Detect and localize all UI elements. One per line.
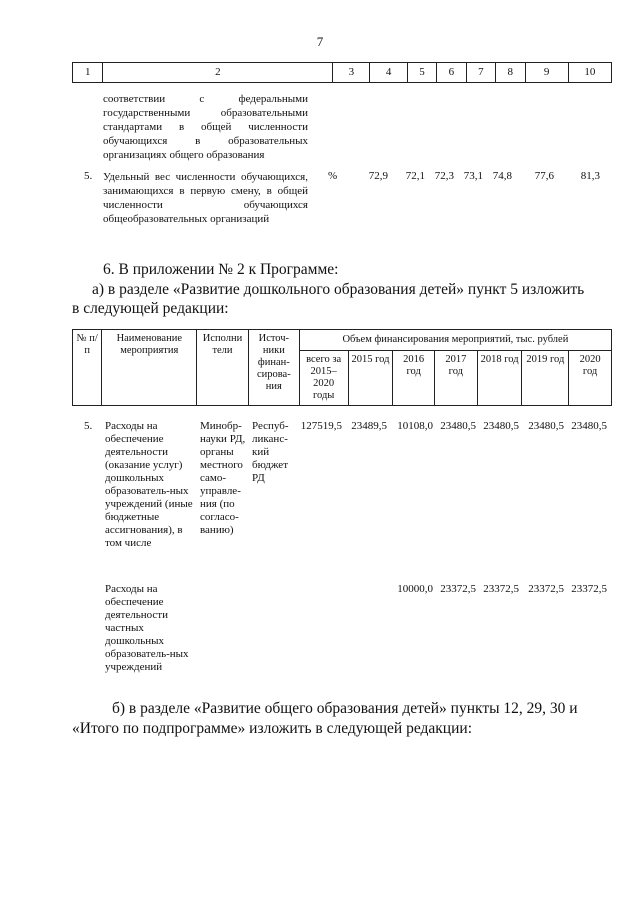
row-value: 77,6 xyxy=(534,170,554,182)
paragraph-a-line2: в следующей редакции: xyxy=(72,300,229,317)
header-year: 2015 год xyxy=(348,351,393,406)
row-value: 10000,0 xyxy=(397,583,433,595)
row-value: 23480,5 xyxy=(440,420,476,432)
row-executors: Минобр-науки РД, органы местного само-управле-ния (по согласо-ванию) xyxy=(200,420,246,536)
paragraph-b-line2: «Итого по подпрограмме» изложить в следующей редакции: xyxy=(72,720,473,737)
header-year: 2018 год xyxy=(477,351,522,406)
row-value: 23372,5 xyxy=(440,583,476,595)
row-value: 23480,5 xyxy=(483,420,519,432)
header-name: Наименование мероприятия xyxy=(102,330,197,406)
col-header: 4 xyxy=(370,63,407,83)
col-header: 3 xyxy=(333,63,370,83)
col-header: 1 xyxy=(73,63,103,83)
header-year: 2016 год xyxy=(393,351,435,406)
col-header: 9 xyxy=(525,63,568,83)
financing-table xyxy=(72,329,612,406)
row-value: 23489,5 xyxy=(351,420,387,432)
row-total: 127519,5 xyxy=(300,420,342,432)
col-header: 2 xyxy=(103,63,333,83)
header-year: 2020 год xyxy=(569,351,612,406)
row-value: 74,8 xyxy=(492,170,512,182)
row-value: 73,1 xyxy=(463,170,483,182)
row-value: 23480,5 xyxy=(571,420,607,432)
col-header: 5 xyxy=(407,63,436,83)
row-value: 72,3 xyxy=(434,170,454,182)
row-number: 5. xyxy=(84,170,93,182)
header-source: Источ-ники финан-сирова-ния xyxy=(248,330,299,406)
row-value: 23480,5 xyxy=(528,420,564,432)
continuation-text: соответствии с федеральными государственными образовательными стандартами в общей численности обучающихся в образовательных организациях общего образования xyxy=(103,93,308,161)
col-header: 7 xyxy=(466,63,495,83)
table-header-row xyxy=(73,63,612,83)
row-unit: % xyxy=(328,170,338,182)
row-value: 10108,0 xyxy=(397,420,433,432)
header-year: 2017 год xyxy=(435,351,478,406)
paragraph-6: 6. В приложении № 2 к Программе: xyxy=(103,261,339,278)
header-total: всего за 2015– 2020 годы xyxy=(299,351,348,406)
row-value: 81,3 xyxy=(580,170,600,182)
header-year: 2019 год xyxy=(522,351,569,406)
row-value: 72,9 xyxy=(368,170,388,182)
header-num: № п/п xyxy=(73,330,102,406)
col-header: 8 xyxy=(496,63,525,83)
row-value: 23372,5 xyxy=(483,583,519,595)
col-header: 6 xyxy=(437,63,466,83)
row-source: Респуб-ликанс-кий бюджет РД xyxy=(252,420,289,484)
row-value: 23372,5 xyxy=(528,583,564,595)
header-volume: Объем финансирования мероприятий, тыс. рублей xyxy=(299,330,611,351)
row-name: Расходы на обеспечение деятельности частных дошкольных образователь-ных учреждений xyxy=(105,583,189,673)
paragraph-a-line1: а) в разделе «Развитие дошкольного образования детей» пункт 5 изложить xyxy=(92,281,585,298)
row-number: 5. xyxy=(84,420,93,432)
row-name: Расходы на обеспечение деятельности (оказание услуг) дошкольных образователь-ных учреждений (иные бюджетные ассигнования), в том числе xyxy=(105,420,193,549)
row-text: Удельный вес численности обучающихся, занимающихся в первую смену, в общей численности обучающихся общеобразовательных организаций xyxy=(103,171,308,225)
indicators-table xyxy=(72,62,612,83)
row-value: 23372,5 xyxy=(571,583,607,595)
header-executors: Исполни тели xyxy=(197,330,249,406)
page-number: 7 xyxy=(316,34,324,49)
paragraph-b-line1: б) в разделе «Развитие общего образования детей» пункты 12, 29, 30 и xyxy=(112,700,578,717)
row-value: 72,1 xyxy=(405,170,425,182)
col-header: 10 xyxy=(568,63,611,83)
